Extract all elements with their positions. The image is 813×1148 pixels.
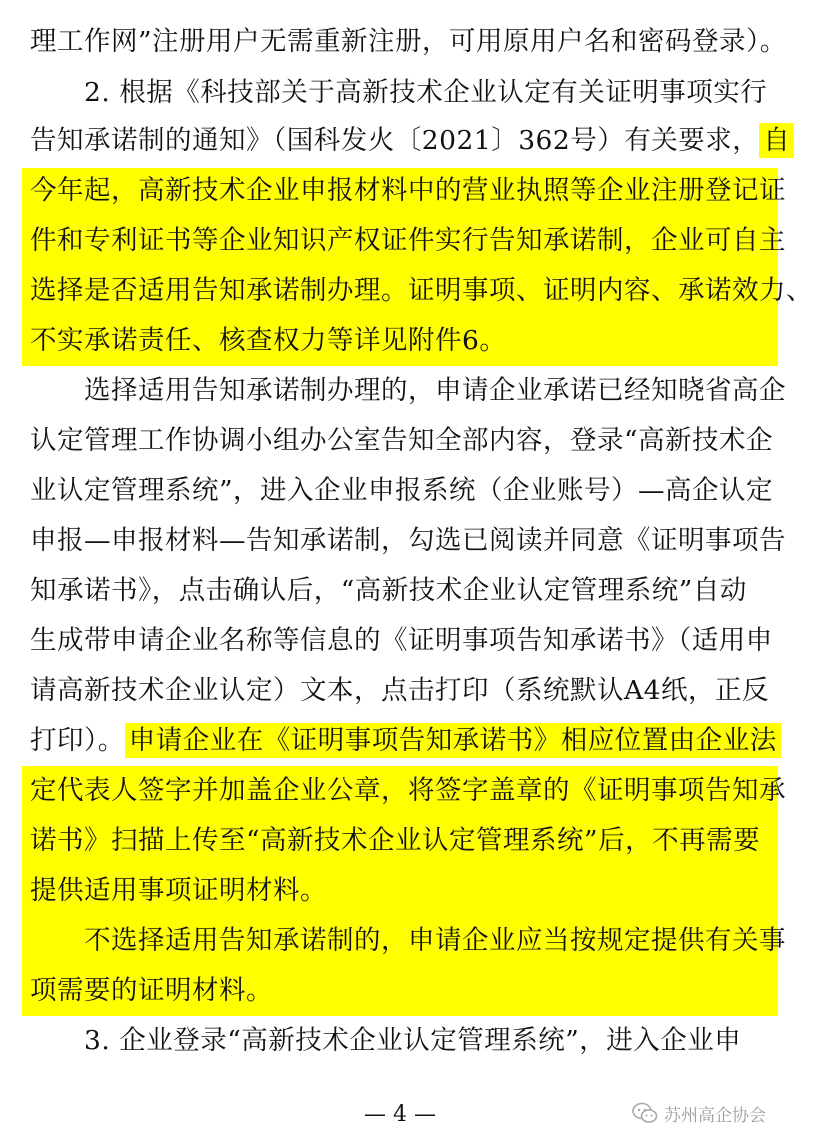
paragraph-line: 知承诺书》，点击确认后，“高新技术企业认定管理系统”自动 [30,575,747,606]
paragraph-line: 定代表人签字并加盖企业公章，将签字盖章的《证明事项告知承 [30,775,786,806]
paragraph-line: 件和专利证书等企业知识产权证件实行告知承诺制，企业可自主 [30,225,786,256]
highlighted-text: 自 [759,123,794,158]
watermark [632,1098,766,1128]
paragraph-line [30,116,791,166]
paragraph-line [30,716,777,766]
paragraph-line: 3. 企业登录“高新技术企业认定管理系统”，进入企业申 [84,1025,742,1056]
paragraph-line: 生成带申请企业名称等信息的《证明事项告知承诺书》（适用申 [30,625,773,656]
paragraph-line: 不选择适用告知承诺制的，申请企业应当按规定提供有关事 [84,925,786,956]
paragraph-line: 申报—申报材料—告知承诺制，勾选已阅读并同意《证明事项告 [30,525,786,556]
paragraph-line: 今年起，高新技术企业申报材料中的营业执照等企业注册登记证 [30,175,786,206]
highlighted-text: 申请企业在《证明事项告知承诺书》相应位置由企业法 [125,723,781,758]
paragraph-line: 选择是否适用告知承诺制办理。证明事项、证明内容、承诺效力、 [30,275,813,306]
paragraph-line: 认定管理工作协调小组办公室告知全部内容，登录“高新技术企 [30,425,774,456]
paragraph-line: 选择适用告知承诺制办理的，申请企业承诺已经知晓省高企 [84,375,786,406]
paragraph-line: 理工作网”注册用户无需重新注册，可用原用户名和密码登录）。 [30,26,787,57]
paragraph-line: 不实承诺责任、核查权力等详见附件6。 [30,325,507,356]
paragraph-line: 提供适用事项证明材料。 [30,875,327,906]
paragraph-text: 打印）。 [30,725,125,756]
wechat-icon [632,1102,658,1124]
paragraph-text: 告知承诺制的通知》（国科发火〔2021〕362号）有关要求， [30,125,760,156]
page-number: — 4 — [364,1102,436,1127]
paragraph-line: 诺书》扫描上传至“高新技术企业认定管理系统”后，不再需要 [30,825,761,856]
watermark-text: 苏州高企协会 [664,1105,766,1126]
paragraph-line: 2. 根据《科技部关于高新技术企业认定有关证明事项实行 [84,77,768,108]
paragraph-line: 业认定管理系统”，进入企业申报系统（企业账号）—高企认定 [30,475,774,506]
paragraph-line: 项需要的证明材料。 [30,975,273,1006]
paragraph-line: 请高新技术企业认定）文本，点击打印（系统默认A4纸，正反 [30,675,769,706]
